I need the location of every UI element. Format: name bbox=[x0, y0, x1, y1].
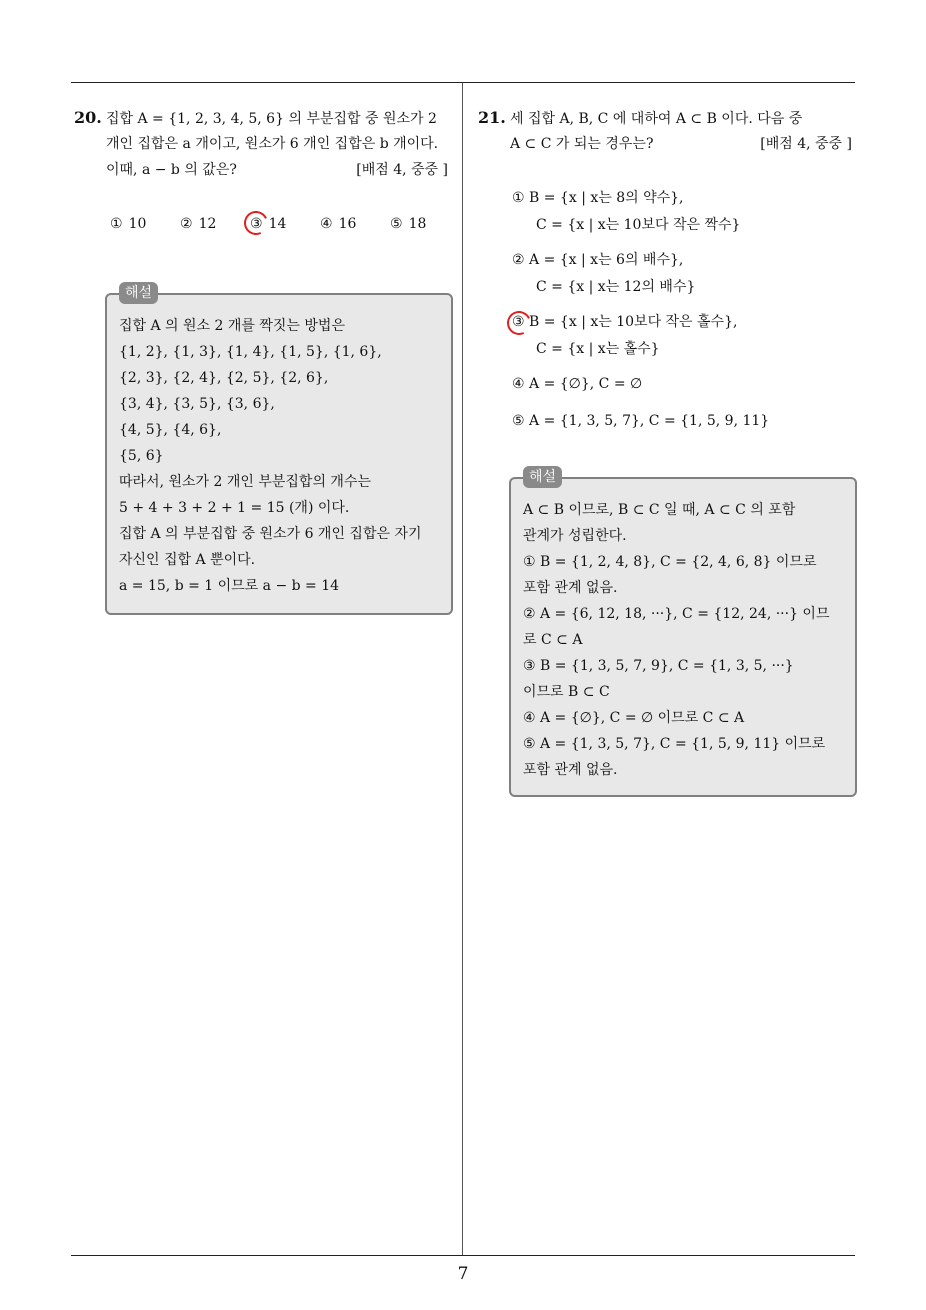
choice-2[interactable]: ② 12 bbox=[180, 216, 217, 232]
choice-2[interactable]: ② A = {x | x는 6의 배수}, C = {x | x는 12의 배수} bbox=[512, 252, 696, 295]
choice-4[interactable]: ④ 16 bbox=[320, 216, 357, 232]
solution-line: 집합 A 의 부분집합 중 원소가 6 개인 집합은 자기 bbox=[119, 526, 422, 542]
solution-box-20 bbox=[105, 285, 453, 615]
solution-line: {3, 4}, {3, 5}, {3, 6}, bbox=[119, 396, 275, 412]
header-rule bbox=[71, 82, 855, 83]
solution-line: 따라서, 원소가 2 개인 부분집합의 개수는 bbox=[119, 474, 371, 490]
solution-line: {2, 3}, {2, 4}, {2, 5}, {2, 6}, bbox=[119, 370, 329, 386]
question-number: 20. bbox=[74, 108, 102, 127]
question-text-line: 이때, a − b 의 값은? bbox=[106, 162, 237, 178]
solution-tag: 해설 bbox=[523, 466, 562, 488]
choice-5[interactable]: ⑤ 18 bbox=[390, 216, 427, 232]
question-number: 21. bbox=[478, 108, 506, 127]
solution-line: 집합 A 의 원소 2 개를 짝짓는 방법은 bbox=[119, 318, 345, 334]
page-number: 7 bbox=[457, 1264, 469, 1284]
choice-3[interactable]: ③ B = {x | x는 10보다 작은 홀수}, C = {x | x는 홀수} bbox=[512, 309, 858, 363]
solution-line: 5 + 4 + 3 + 2 + 1 = 15 (개) 이다. bbox=[119, 500, 350, 516]
question-21 bbox=[478, 105, 858, 435]
choice-1[interactable]: ① B = {x | x는 8의 약수}, C = {x | x는 10보다 작은 짝수} bbox=[512, 190, 741, 233]
footer-rule bbox=[71, 1255, 855, 1256]
solution-line: ② A = {6, 12, 18, ···}, C = {12, 24, ···} 이므 bbox=[523, 606, 830, 622]
choice-5[interactable]: ⑤ A = {1, 3, 5, 7}, C = {1, 5, 9, 11} bbox=[512, 413, 770, 429]
solution-line: {4, 5}, {4, 6}, bbox=[119, 422, 222, 438]
solution-line: 관계가 성립한다. bbox=[523, 528, 627, 544]
question-text-line: A ⊂ C 가 되는 경우는? bbox=[510, 136, 654, 152]
score-difficulty: [배점 4, 중중 ] bbox=[356, 162, 448, 178]
choice-1[interactable]: ① 10 bbox=[110, 216, 147, 232]
solution-tag: 해설 bbox=[119, 282, 158, 304]
solution-line: 이므로 B ⊂ C bbox=[523, 684, 610, 700]
score-difficulty: [배점 4, 중중 ] bbox=[760, 136, 852, 152]
solution-line: ④ A = {∅}, C = ∅ 이므로 C ⊂ A bbox=[523, 710, 745, 726]
question-text-line: 집합 A = {1, 2, 3, 4, 5, 6} 의 부분집합 중 원소가 2 bbox=[106, 111, 437, 127]
solution-line: a = 15, b = 1 이므로 a − b = 14 bbox=[119, 578, 340, 594]
solution-line: ③ B = {1, 3, 5, 7, 9}, C = {1, 3, 5, ···} bbox=[523, 658, 794, 674]
column-divider bbox=[462, 83, 463, 1255]
solution-line: 포함 관계 없음. bbox=[523, 762, 618, 778]
solution-line: {5, 6} bbox=[119, 448, 164, 464]
answer-choices bbox=[478, 185, 858, 435]
solution-line: 로 C ⊂ A bbox=[523, 632, 583, 648]
solution-box-21 bbox=[509, 469, 857, 797]
solution-line: {1, 2}, {1, 3}, {1, 4}, {1, 5}, {1, 6}, bbox=[119, 344, 382, 360]
question-text-line: 개인 집합은 a 개이고, 원소가 6 개인 집합은 b 개이다. bbox=[106, 136, 439, 152]
question-20 bbox=[74, 105, 454, 237]
question-text-line: 세 집합 A, B, C 에 대하여 A ⊂ B 이다. 다음 중 bbox=[510, 111, 803, 127]
solution-line: 자신인 집합 A 뿐이다. bbox=[119, 552, 256, 568]
solution-line: ⑤ A = {1, 3, 5, 7}, C = {1, 5, 9, 11} 이므로 bbox=[523, 736, 826, 752]
solution-line: ① B = {1, 2, 4, 8}, C = {2, 4, 6, 8} 이므로 bbox=[523, 554, 817, 570]
solution-line: 포함 관계 없음. bbox=[523, 580, 618, 596]
solution-line: A ⊂ B 이므로, B ⊂ C 일 때, A ⊂ C 의 포함 bbox=[523, 502, 796, 518]
choice-4[interactable]: ④ A = {∅}, C = ∅ bbox=[512, 376, 643, 392]
choice-3[interactable]: ③ 14 bbox=[250, 216, 287, 232]
answer-choices bbox=[74, 211, 454, 237]
